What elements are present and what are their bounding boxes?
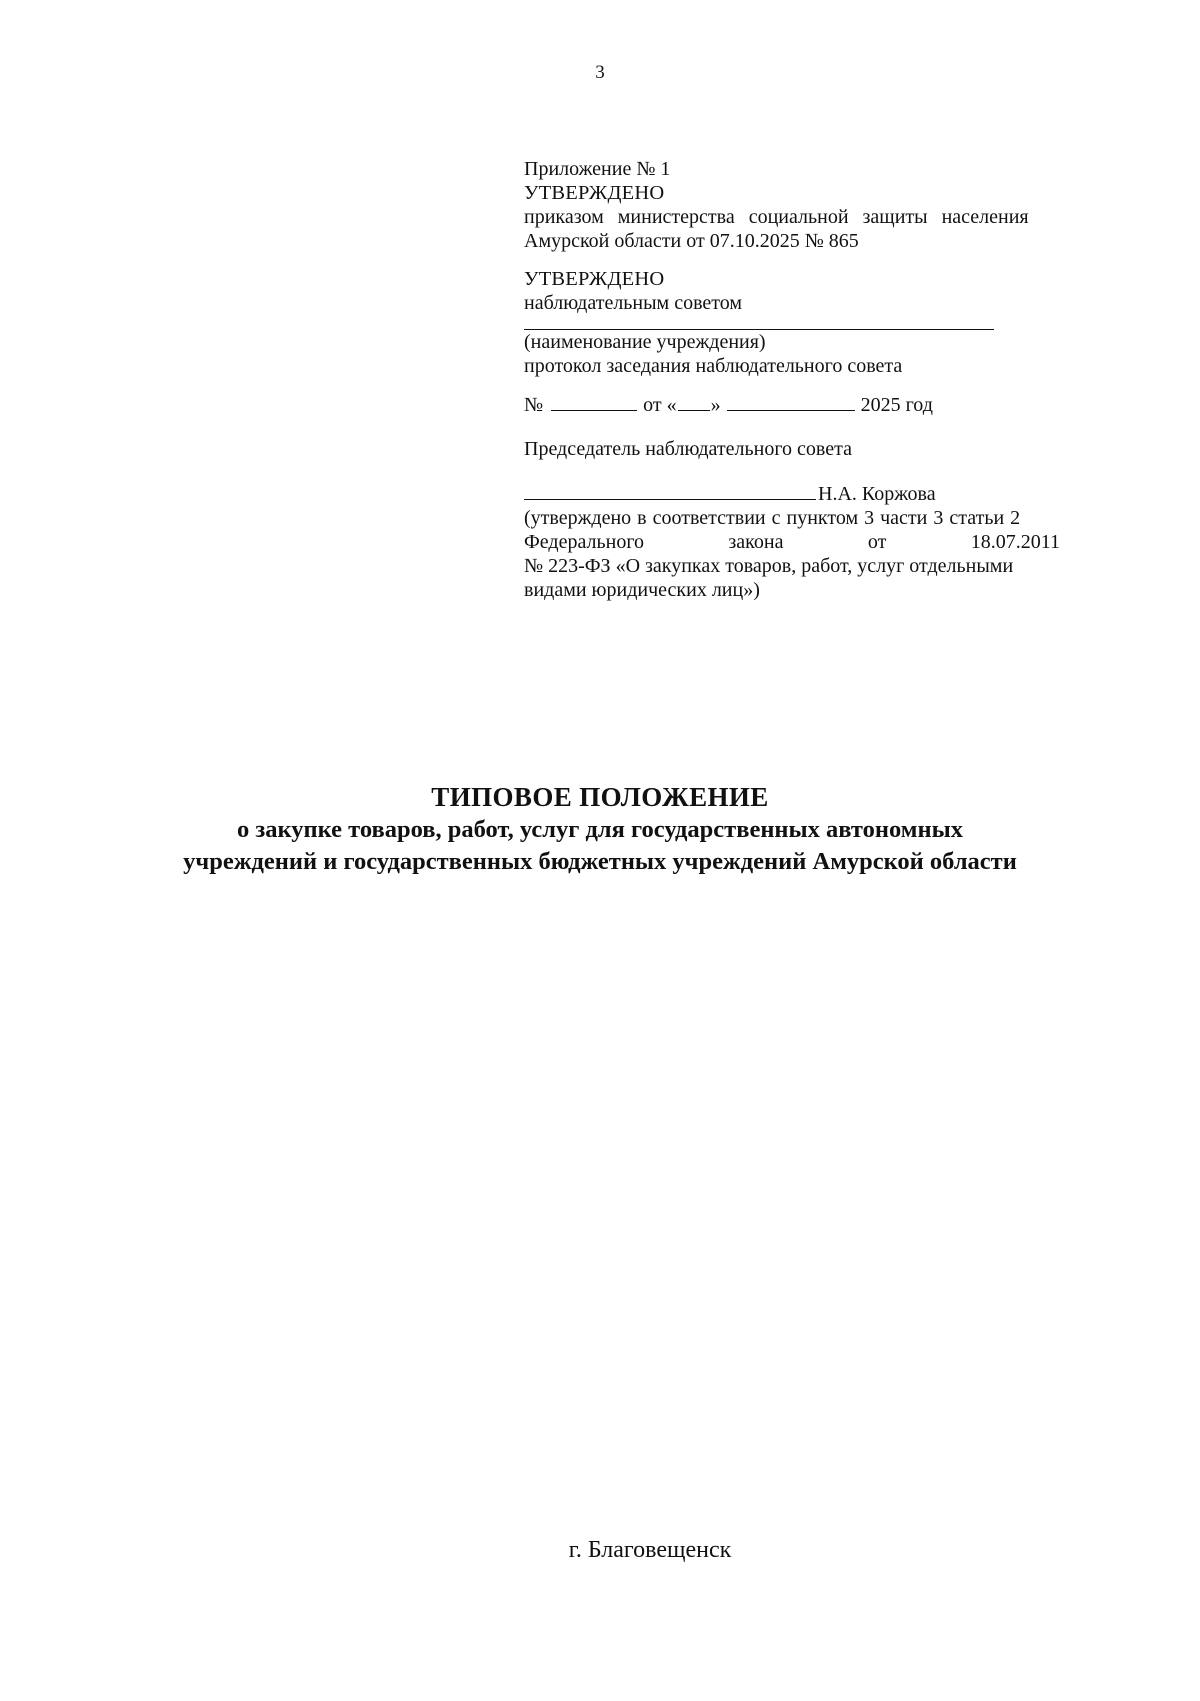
from-label: от « xyxy=(643,394,677,416)
document-subtitle-line-1: о закупке товаров, работ, услуг для государственных автономных xyxy=(237,816,963,843)
city-label: г. Благовещенск xyxy=(568,1537,732,1563)
basis-line-3: № 223-ФЗ «О закупках товаров, работ, услуг отдельными xyxy=(524,555,1014,577)
basis-word-3: от xyxy=(867,531,887,553)
day-field xyxy=(678,392,710,411)
appendix-label: Приложение № 1 xyxy=(524,158,671,180)
order-line-2: Амурской области от 07.10.2025 № 865 xyxy=(524,230,859,252)
protocol-label: протокол заседания наблюдательного совета xyxy=(524,355,903,377)
signature-field xyxy=(524,481,816,500)
protocol-number-row xyxy=(524,392,1060,417)
basis-line-1: (утверждено в соответствии с пунктом 3 части 3 статьи 2 xyxy=(524,507,1021,529)
institution-name-field xyxy=(524,319,994,330)
page-number: 3 xyxy=(595,62,605,83)
basis-line-2 xyxy=(524,530,1060,554)
institution-caption: (наименование учреждения) xyxy=(524,331,766,353)
order-line-1 xyxy=(524,205,1060,229)
signature-row xyxy=(524,481,1060,506)
approved-label-1: УТВЕРЖДЕНО xyxy=(524,182,665,204)
document-title: ТИПОВОЕ ПОЛОЖЕНИЕ xyxy=(431,782,769,812)
year-label: 2025 год xyxy=(860,394,933,416)
board-label: наблюдательным советом xyxy=(524,292,743,314)
basis-word-2: закона xyxy=(728,531,784,553)
signatory-name: Н.А. Коржова xyxy=(818,483,936,505)
approval-block xyxy=(524,157,1060,602)
month-field xyxy=(727,392,855,411)
quote-close: » xyxy=(710,394,721,416)
chairman-label: Председатель наблюдательного совета xyxy=(524,438,852,460)
document-title-block xyxy=(0,780,1200,878)
approved-label-2: УТВЕРЖДЕНО xyxy=(524,268,665,290)
number-sign: № xyxy=(524,394,544,416)
basis-word-4: 18.07.2011 xyxy=(970,531,1060,553)
document-subtitle-line-2: учреждений и государственных бюджетных учреждений Амурской области xyxy=(183,848,1017,875)
protocol-number-field xyxy=(551,392,637,411)
basis-word-1: Федерального xyxy=(524,531,645,553)
basis-line-4: видами юридических лиц») xyxy=(524,579,760,601)
order-word: приказом министерства социальной защиты населения xyxy=(524,206,1029,228)
